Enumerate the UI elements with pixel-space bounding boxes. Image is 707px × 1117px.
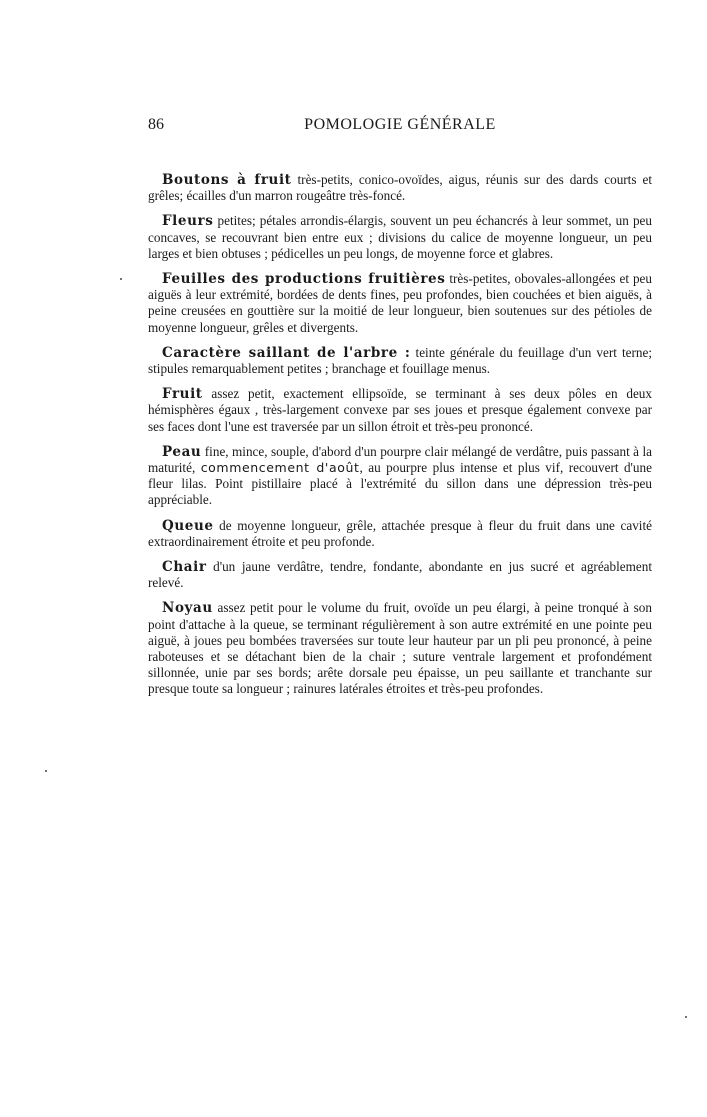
scan-speck: [45, 770, 47, 772]
paragraph-lead: Peau: [162, 443, 202, 460]
paragraph-text: très-petites, obovales-allongées et peu aiguës à leur extrémité, bordées de dents fines, peu profondes, bien couchées et bien aiguës, à peine creusées en gouttière sur la moitié de leur longueur, bien soutenues sur des pétioles de moyenne longueur, grêles et divergents.: [148, 271, 652, 335]
paragraph-text: fine, mince, souple, d'abord d'un pourpre clair mélangé de verdâtre, puis passant à la maturité,: [148, 443, 652, 476]
paragraph-text: petites; pétales arrondis-élargis, souvent un peu échancrés à leur sommet, un peu concaves, se recouvrant bien entre eux ; divisions du calice de moyenne longueur, un peu larges et bien obtuses ; pédicelles un peu longs, de moyenne force et glabres.: [148, 213, 652, 261]
paragraph-text: de moyenne longueur, grêle, attachée presque à fleur du fruit dans une cavité extraordinairement étroite et peu profonde.: [148, 517, 652, 549]
paragraph-text: teinte générale du feuillage d'un vert terne; stipules remarquablement petites ; branchage et fouillage menus.: [148, 344, 652, 377]
page-body: [148, 172, 652, 707]
scan-speck: [120, 278, 122, 280]
paragraph-text-after: , au pourpre plus intense et plus vif, recouvert d'une fleur lilas. Point pistillaire placé à l'extrémité du sillon dans une dépression très-peu appréciable.: [148, 460, 652, 508]
paragraph-lead: Queue: [162, 517, 214, 534]
paragraph-lead: Chair: [162, 559, 207, 576]
paragraph-peau: [148, 444, 652, 509]
paragraph-caractere: [148, 345, 652, 377]
scan-speck: [685, 1016, 687, 1018]
paragraph-lead: Caractère saillant de l'arbre :: [162, 344, 411, 361]
paragraph-noyau: [148, 600, 652, 697]
paragraph-fleurs: [148, 213, 652, 262]
paragraph-fruit: [148, 386, 652, 435]
paragraph-text: assez petit pour le volume du fruit, ovoïde un peu élargi, à peine tronqué à son point d'attache à la queue, se terminant régulièrement à son autre extrémité en une pointe peu aiguë, à joues peu bombées traversées sur toute leur hauteur par un pli peu prononcé, à peine raboteuses et se détachant bien de la chair ; suture ventrale largement et profondément sillonnée, unie par ses bords; arête dorsale peu épaisse, un peu saillante et tranchante sur presque toute sa longueur ; rainures latérales étroites et très-peu profondes.: [148, 600, 652, 697]
paragraph-lead: Feuilles des productions fruitières: [162, 271, 446, 288]
running-title: POMOLOGIE GÉNÉRALE: [304, 116, 496, 133]
paragraph-feuilles: [148, 271, 652, 336]
paragraph-lead: Noyau: [162, 600, 213, 617]
paragraph-text: assez petit, exactement ellipsoïde, se terminant à ses deux pôles en deux hémisphères égaux , très-largement convexe par ses joues et presque également convexe par ses faces dont l'une est traversée par un sillon étroit et très-peu prononcé.: [148, 386, 652, 434]
ripening-date: commencement d'août: [200, 460, 360, 476]
paragraph-lead: Boutons à fruit: [162, 172, 292, 188]
paragraph-text: très-petits, conico-ovoïdes, aigus, réunis sur des dards courts et grêles; écailles d'un marron rougeâtre très-foncé.: [148, 172, 652, 204]
paragraph-boutons: [148, 172, 652, 204]
paragraph-queue: [148, 518, 652, 550]
paragraph-chair: [148, 559, 652, 591]
page-number: 86: [148, 116, 164, 133]
paragraph-text: d'un jaune verdâtre, tendre, fondante, abondante en jus sucré et agréablement relevé.: [148, 559, 652, 591]
paragraph-lead: Fruit: [162, 386, 203, 403]
paragraph-lead: Fleurs: [162, 213, 214, 230]
page-header: [148, 116, 652, 136]
